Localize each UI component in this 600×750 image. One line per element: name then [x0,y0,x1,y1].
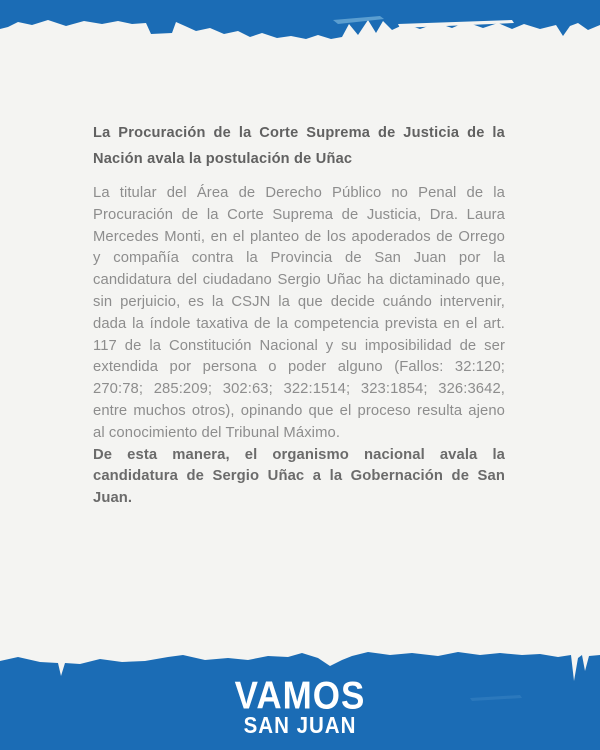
campaign-logo-line2: SAN JUAN [243,712,357,739]
top-brush-shape [0,0,600,39]
article [93,120,505,510]
article-body: La titular del Área de Derecho Público no Penal de la Procuración de la Corte Suprema de Justicia, Dra. Laura Mercedes Monti, en el planteo de los apoderados de Orrego y compañía contra la Provincia de San Juan por la candidatura del ciudadano Sergio Uñac ha dictaminado que, sin perjuicio, es la CSJN la que decide cuándo intervenir, dada la índole taxativa de la competencia prevista en el art. 117 de la Constitución Nacional y su imposibilidad de ser extendida por persona o poder alguno (Fallos: 32:120; 270:78; 285:209; 302:63; 322:1514; 323:1854; 326:3642, entre muchos otros), opinando que el proceso resulta ajeno al conocimiento del Tribunal Máximo. [93,185,505,441]
article-title: La Procuración de la Corte Suprema de Justicia de la Nación avala la postulación de Uñac [93,125,505,167]
campaign-logo [0,673,600,739]
top-brush-band [0,0,600,44]
article-conclusion: De esta manera, el organismo nacional avala la candidatura de Sergio Uñac a la Gobernación de San Juan. [93,446,505,507]
campaign-logo-line1: VAMOS [234,673,366,718]
